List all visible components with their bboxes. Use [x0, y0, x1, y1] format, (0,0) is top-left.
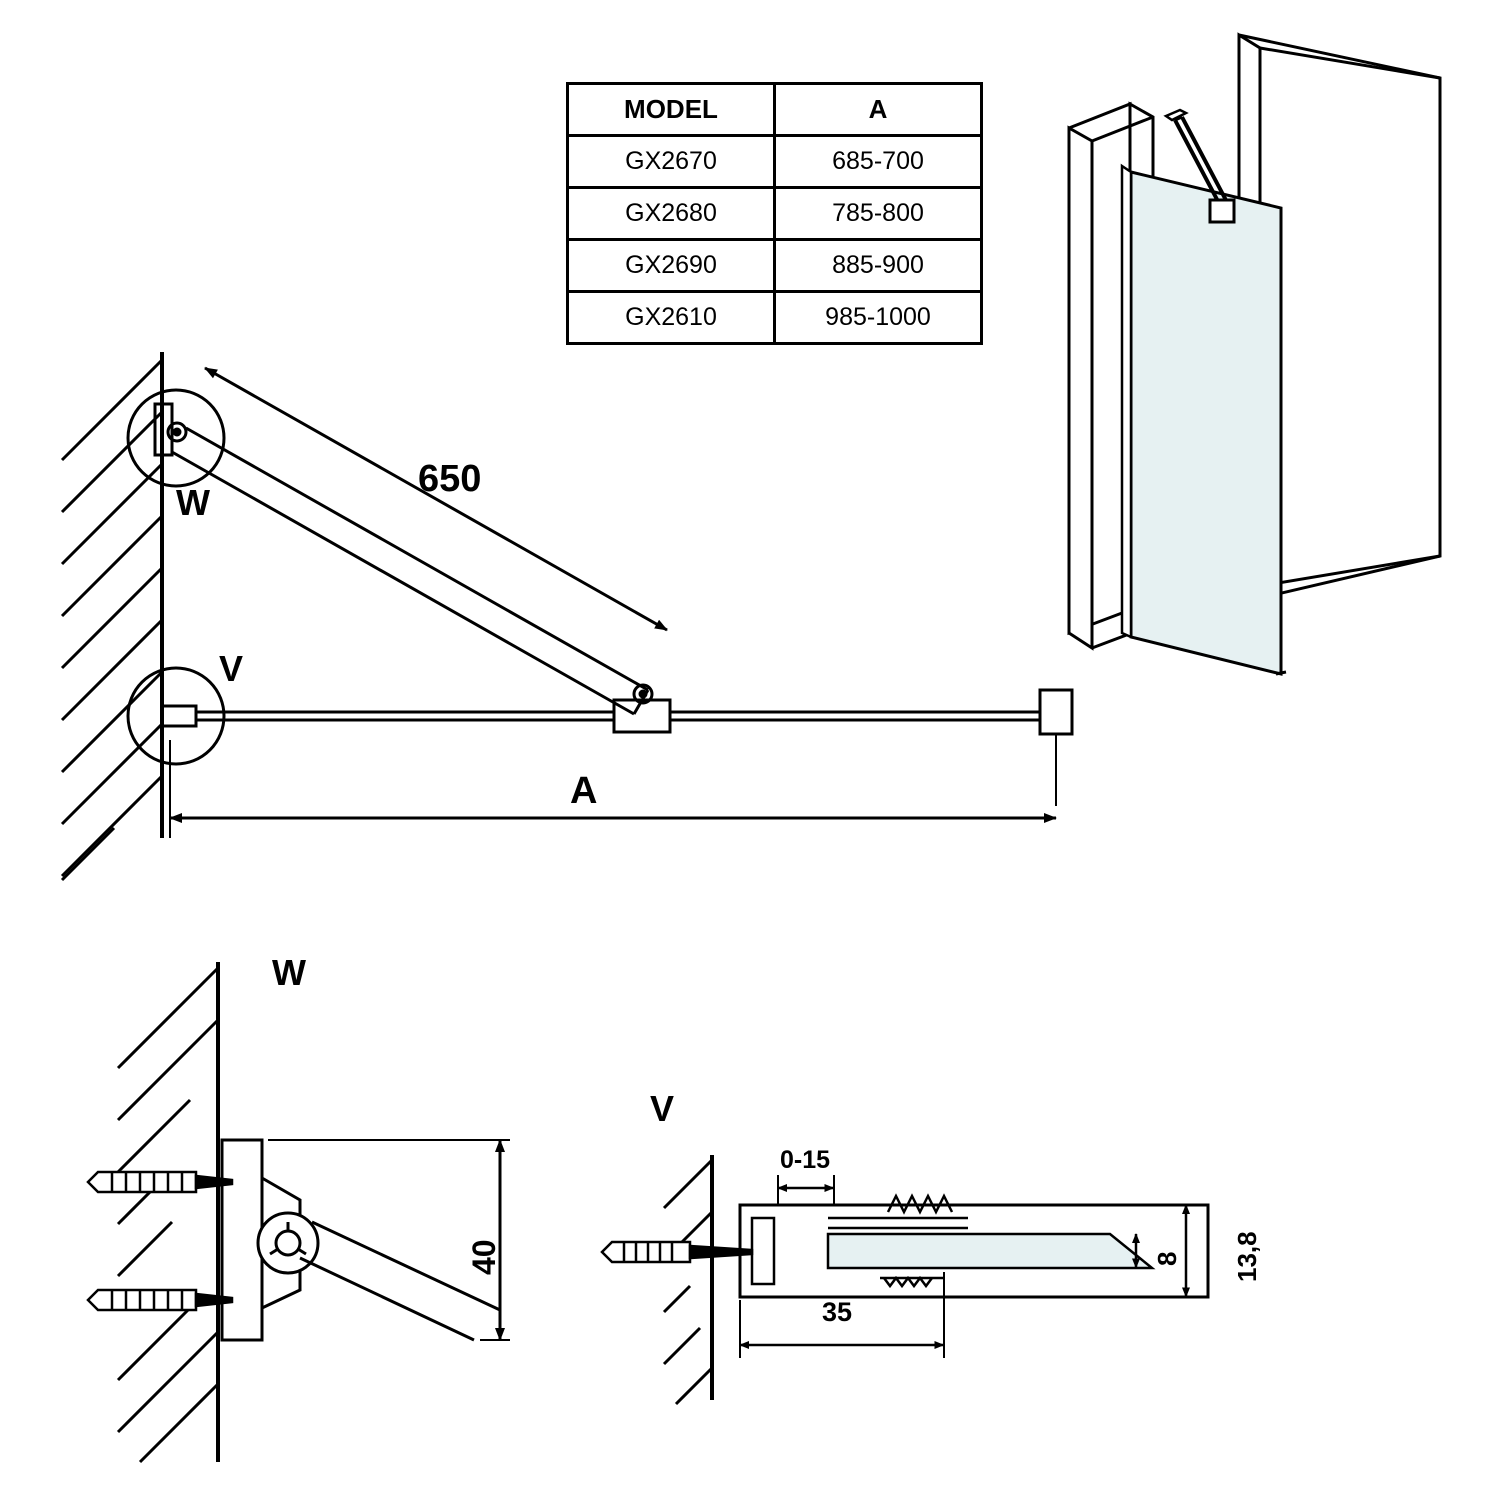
dimension-a: A [570, 770, 598, 812]
dimension-0-15: 0-15 [780, 1146, 831, 1174]
cell-model: GX2670 [568, 136, 775, 188]
model-table [566, 82, 983, 345]
detail-label-w: W [272, 952, 306, 993]
table-header-a: A [775, 84, 982, 136]
dimension-40: 40 [466, 1239, 502, 1275]
detail-w-group [88, 962, 510, 1462]
table-row [568, 292, 982, 344]
cell-a: 885-900 [775, 240, 982, 292]
plan-view-group [62, 352, 1072, 880]
table-row [568, 240, 982, 292]
cell-a: 985-1000 [775, 292, 982, 344]
detail-label-v: V [650, 1088, 675, 1129]
isometric-view-group [1069, 35, 1440, 674]
callout-label-w-top: W [176, 482, 210, 523]
table-header-row [568, 84, 982, 136]
callout-label-v-top: V [219, 648, 244, 689]
cell-a: 785-800 [775, 188, 982, 240]
dimension-8: 8 [1152, 1251, 1182, 1266]
table-row [568, 136, 982, 188]
detail-v-group [602, 1155, 1208, 1404]
cell-a: 685-700 [775, 136, 982, 188]
dimension-13-8: 13,8 [1232, 1231, 1262, 1282]
dimension-35: 35 [822, 1297, 853, 1327]
cell-model: GX2680 [568, 188, 775, 240]
table-header-model: MODEL [568, 84, 775, 136]
cell-model: GX2610 [568, 292, 775, 344]
dimension-650: 650 [418, 458, 482, 500]
cell-model: GX2690 [568, 240, 775, 292]
table-row [568, 188, 982, 240]
